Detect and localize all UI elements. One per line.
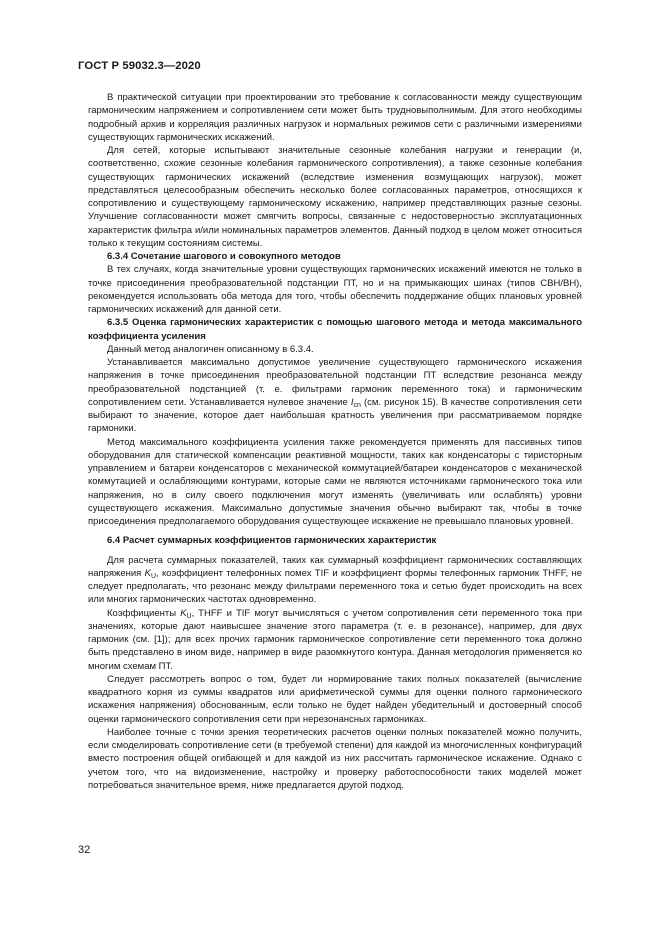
section-heading: 6.3.5 Оценка гармонических характеристик с помощью шагового метода и метода максимального коэффициента усиления — [88, 317, 582, 342]
paragraph: Данный метод аналогичен описанному в 6.3.4. — [107, 343, 314, 355]
standard-header: ГОСТ Р 59032.3—2020 — [78, 60, 201, 72]
paragraph: Коэффициенты $K_U$, THFF и TIF могут вычисляться с учетом сопротивления сети переменного тока при значениях, которые дают наивысшее значение этого параметра (т. е. в резонансе), например, для двух гармоник (см. [1]); для всех прочих гармоник гармоническое сопротивление сети переменного тока должно быть представлено в ином виде, например в виде разомкнутого контура. Данная методология применяется ко многим схемам ПТ. — [88, 607, 582, 672]
paragraph: Наиболее точные с точки зрения теоретических расчетов оценки полных показателей можно получить, если смоделировать сопротивление сети (в требуемой степени) для каждой из многочисленных конфигураций вместо построения общей огибающей и для каждой из них рассчитать гармоническое искажение. Однако с учетом того, что на видоизменение, настройку и проверку работоспособности таких моделей может потребоваться значительное время, ниже предлагается другой подход. — [88, 726, 582, 791]
page-number: 32 — [78, 844, 91, 856]
paragraph: Для расчета суммарных показателей, таких как суммарный коэффициент гармонических составляющих напряжения $K_U$, коэффициент телефонных помех TIF и коэффициент формы телефонных гармоник THFF, не следует предполагать, что резонанс между фильтрами переменного тока и сетью будет происходить на всех или многих гармонических частотах одновременно. — [88, 554, 583, 606]
paragraph: В практической ситуации при проектировании это требование к согласованности между существующим гармоническим напряжением и сопротивлением сети может быть трудновыполнимым. Для этого необходимы подробный архив и корреляция различных нагрузок и нормальных режимов сети с различными измерениями существующих гармонических искажений. — [88, 92, 582, 143]
paragraph: Для сетей, которые испытывают значительные сезонные колебания нагрузки и генерации (и, соответственно, схожие сезонные колебания гармонического сопротивления), а также сезонные колебания существующих гармонических искажений (вследствие изменения возмущающих нагрузок), может представляться целесообразным обеспечить несколько более согласованных параметров, относящихся к сопротивлению и существующему гармоническому искажению, например представляющих разные сезоны. Улучшение согласованности может смягчить вопросы, связанные с недостоверностью эксплуатационных характеристик фильтра и/или номинальных параметров элементов. Данный подход в целом может относиться только к текущим состояниям системы. — [88, 145, 582, 249]
paragraph: Следует рассмотреть вопрос о том, будет ли нормирование таких полных показателей (вычисление квадратного корня из суммы квадратов или арифметической суммы для оценки полного гармонического искажения напряжения) обоснованным, если только не будет найден убедительный и достоверный способ оценки гармонического сопротивления сети при нерезонансных гармониках. — [88, 673, 582, 725]
document-body — [88, 91, 582, 792]
section-heading: 6.3.4 Сочетание шагового и совокупного методов — [107, 251, 341, 262]
paragraph: Метод максимального коэффициента усиления также рекомендуется применять для пассивных типов оборудования для статической компенсации реактивной мощности, таких как конденсаторы с тиристорным управлением и батареи конденсаторов с механической коммутацией/батареи конденсаторов с механической коммутацией и ослабляющими контурами, которые сами не являются источниками гармонического тока или напряжения, но в силу своего подключения могут изменять (увеличивать или ослаблять) уровни существующего искажения. Максимально допустимые значения обычно выбирают так, чтобы в точке присоединения предполагаемого оборудования существующее искажение не превышало плановых уровней. — [88, 436, 582, 527]
paragraph: Устанавливается максимально допустимое увеличение существующего гармонического искажения напряжения в точке присоединения преобразовательной подстанции ПТ вследствие резонанса между преобразовательной подстанцией (т. е. фильтрами гармоник переменного тока) и гармоническим сопротивлением сети. Устанавливается нулевое значение $I_{сn}$ (см. рисунок 15). В качестве сопротивления сети выбирают то значение, которое дает наибольшая кратность увеличения при рассматриваемом порядке гармоники. — [88, 357, 582, 435]
paragraph: В тех случаях, когда значительные уровни существующих гармонических искажений имеются не только в точке присоединения преобразовательной подстанции ПТ, но и на примыкающих шинах (типов СВН/ВН), рекомендуется использовать оба метода для того, чтобы обеспечить поддержание общих плановых уровней гармонических искажений для данной сети. — [88, 264, 582, 315]
section-heading: 6.4 Расчет суммарных коэффициентов гармонических характеристик — [107, 535, 437, 547]
